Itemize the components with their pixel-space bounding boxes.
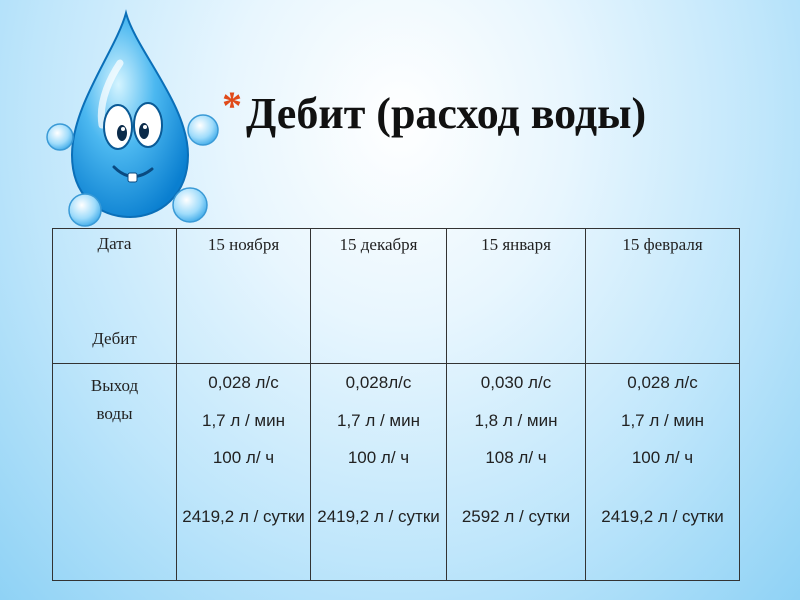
value-per-second: 0,028 л/с <box>627 373 698 392</box>
value-cell <box>177 364 311 581</box>
value-per-minute: 1,8 л / мин <box>474 411 558 430</box>
value-per-second: 0,028 л/с <box>208 373 279 392</box>
row-label-line: Выход <box>90 376 139 395</box>
header-row <box>53 229 740 364</box>
value-per-minute: 1,7 л / мин <box>336 411 421 430</box>
value-per-second: 0,030 л/с <box>480 373 552 392</box>
value-per-minute: 1,7 л / мин <box>620 411 705 430</box>
value-per-hour: 100 л/ ч <box>347 448 410 467</box>
value-per-second: 0,028л/с <box>345 373 412 392</box>
value-per-day: 2419,2 л / сутки <box>182 507 305 526</box>
value-per-hour: 108 л/ ч <box>485 448 547 467</box>
corner-cell <box>53 229 177 364</box>
value-per-day: 2419,2 л / сутки <box>317 507 440 526</box>
value-cell <box>311 364 447 581</box>
value-per-day: 2419,2 л / сутки <box>601 507 724 526</box>
column-header: 15 декабря <box>311 229 447 364</box>
debit-label: Дебит <box>92 329 137 348</box>
row-label-cell <box>53 364 177 581</box>
column-header: 15 января <box>447 229 586 364</box>
value-cell <box>586 364 740 581</box>
debit-table <box>52 228 740 581</box>
slide-title-block <box>222 83 647 139</box>
value-per-day: 2592 л / сутки <box>461 507 571 526</box>
value-per-hour: 100 л/ ч <box>631 448 694 467</box>
table-row <box>53 364 740 581</box>
column-header: 15 февраля <box>586 229 740 364</box>
date-label: Дата <box>97 234 132 253</box>
asterisk-bullet-icon: * <box>222 83 242 128</box>
slide-title: Дебит (расход воды) <box>246 89 647 138</box>
value-per-hour: 100 л/ ч <box>212 448 275 467</box>
value-per-minute: 1,7 л / мин <box>201 411 286 430</box>
column-header: 15 ноября <box>177 229 311 364</box>
row-label-line: воды <box>96 404 133 423</box>
value-cell <box>447 364 586 581</box>
water-drop-icon <box>40 5 225 230</box>
